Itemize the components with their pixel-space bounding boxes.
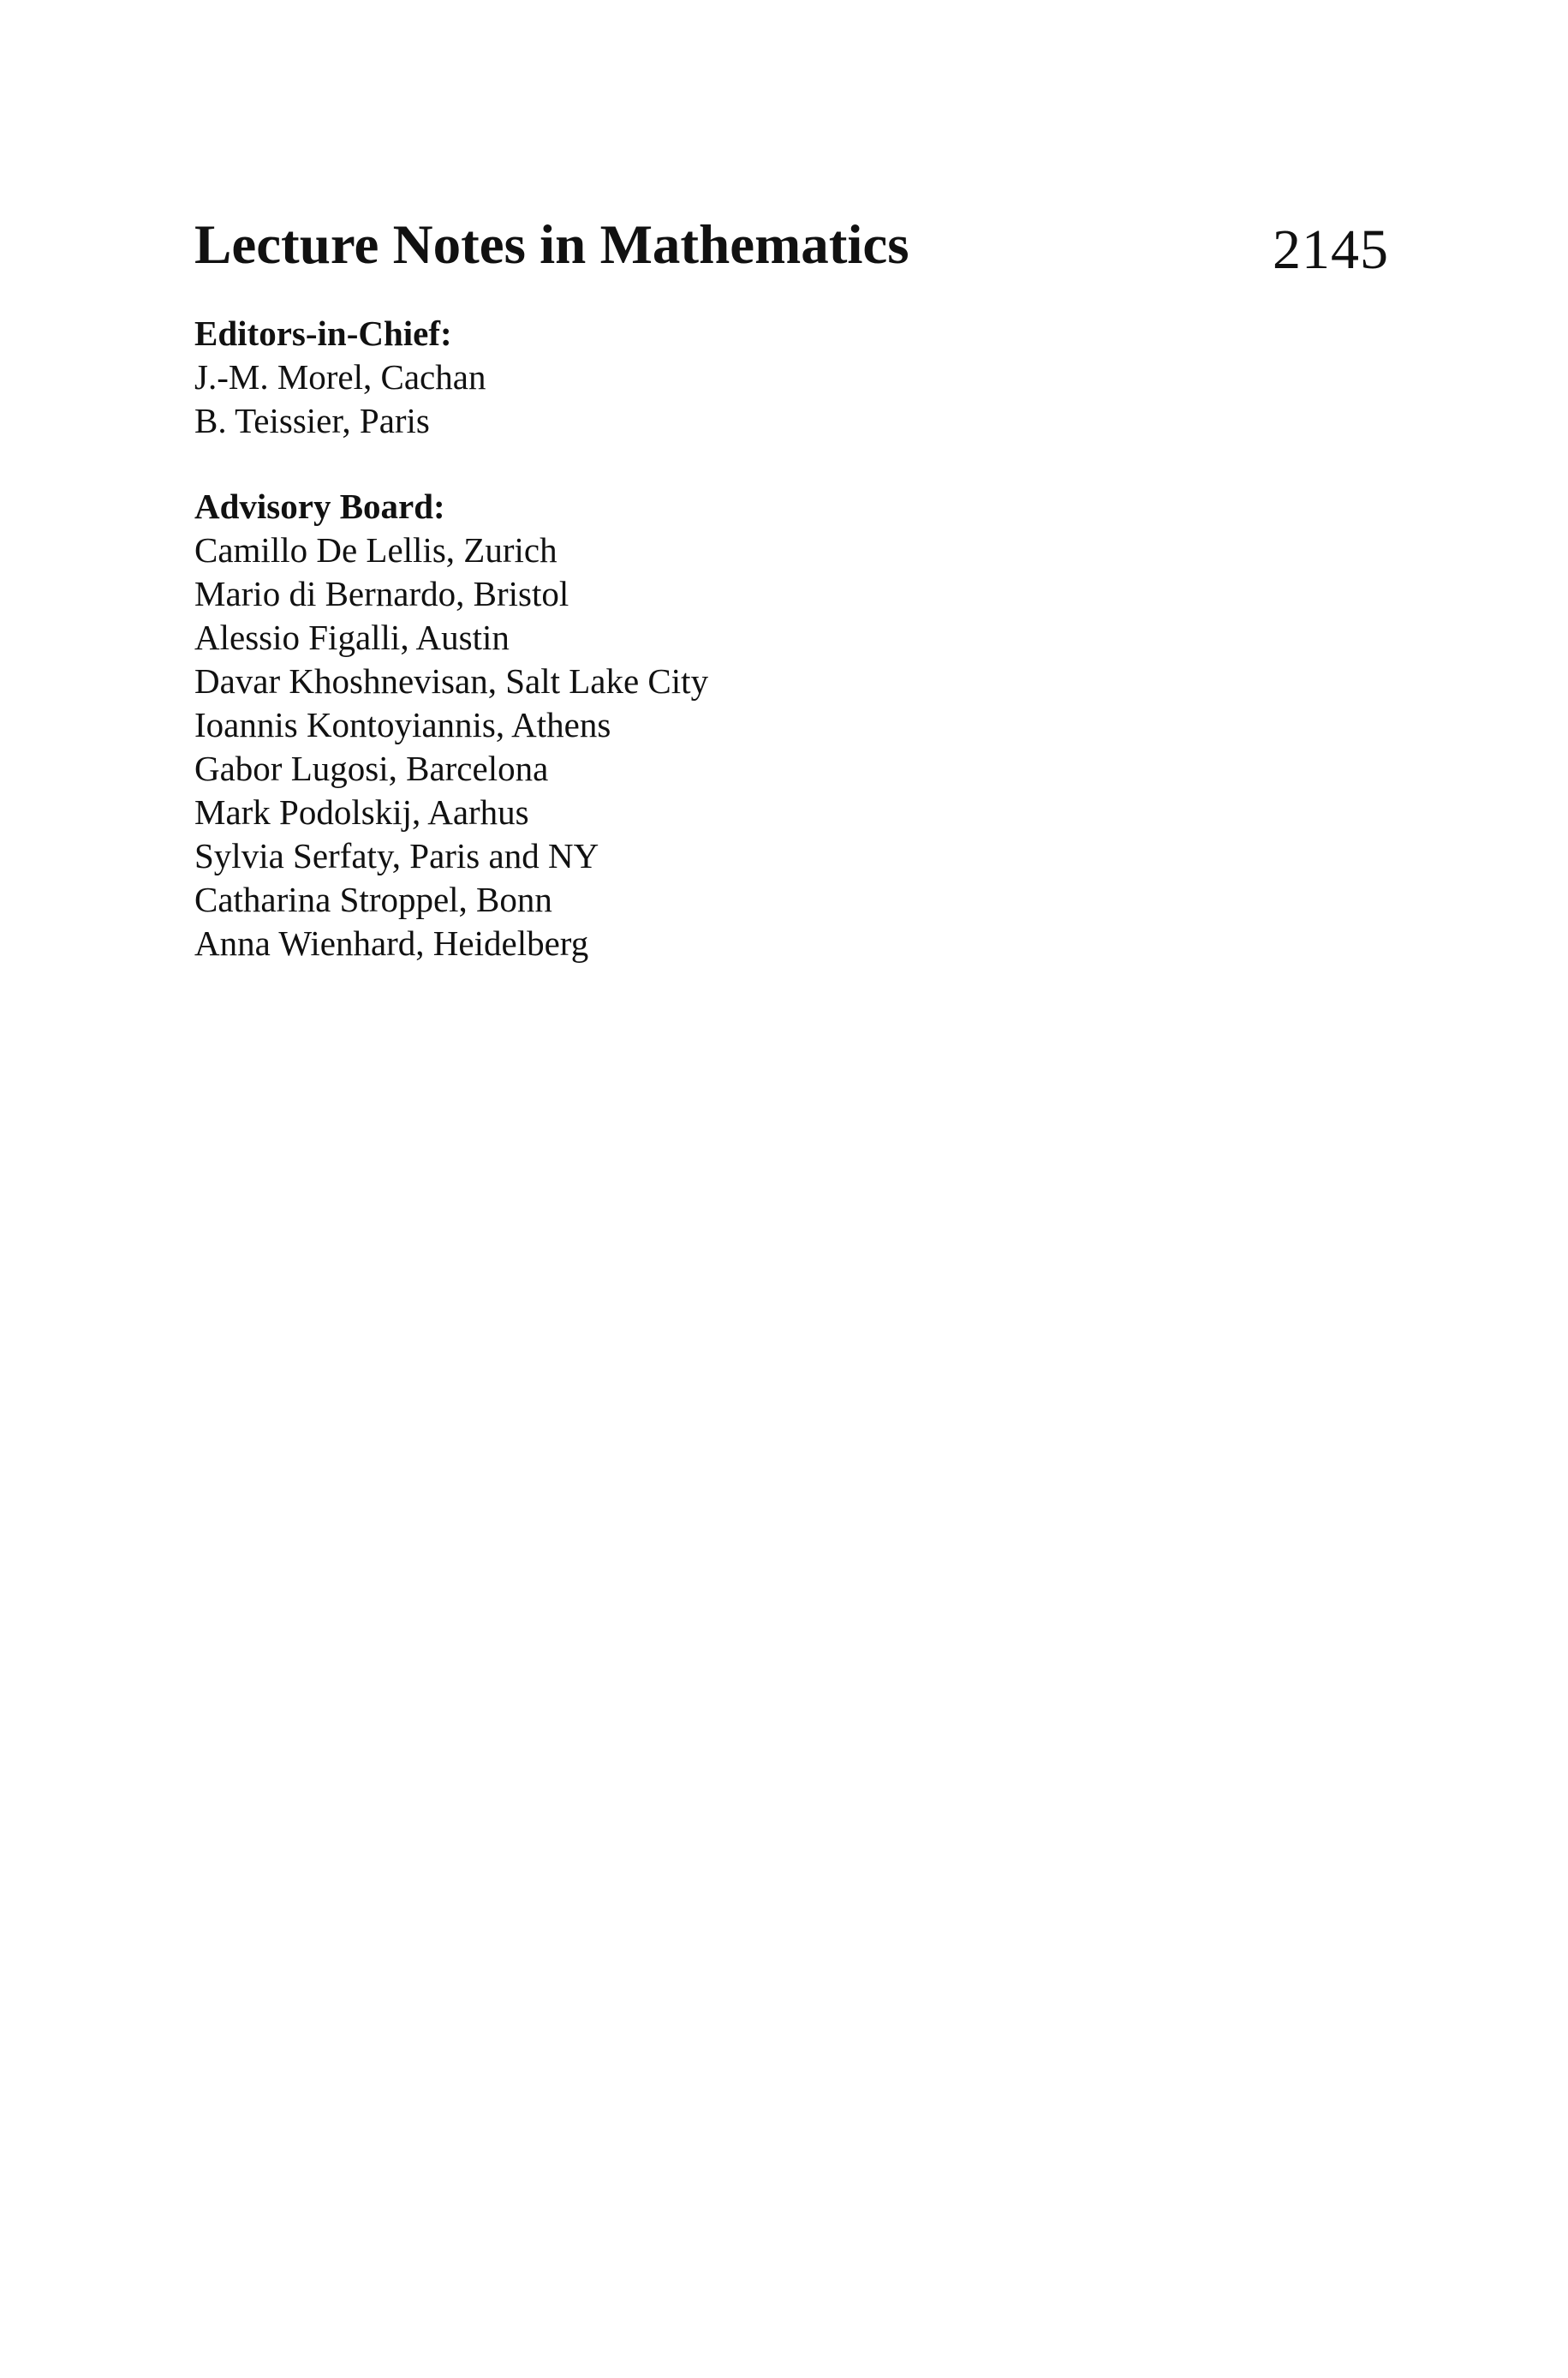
advisory-board-member: Gabor Lugosi, Barcelona [194,749,549,788]
advisory-board-section [194,485,1136,965]
editor-in-chief-name: J.-M. Morel, Cachan [194,357,486,397]
advisory-board-member: Mark Podolskij, Aarhus [194,792,529,832]
advisory-board-member: Davar Khoshnevisan, Salt Lake City [194,661,709,701]
advisory-board-member: Sylvia Serfaty, Paris and NY [194,836,599,875]
advisory-board-member: Anna Wienhard, Heidelberg [194,923,589,963]
advisory-board-member: Ioannis Kontoyiannis, Athens [194,705,611,744]
editors-in-chief-heading: Editors-in-Chief: [194,314,452,353]
section-spacer [194,443,1136,485]
volume-number: 2145 [1273,218,1389,281]
advisory-board-member: Camillo De Lellis, Zurich [194,530,557,570]
advisory-board-member: Mario di Bernardo, Bristol [194,574,569,613]
advisory-board-heading: Advisory Board: [194,487,445,526]
series-title: Lecture Notes in Mathematics [194,214,909,276]
series-header [194,202,1389,288]
editor-in-chief-name: B. Teissier, Paris [194,401,430,440]
advisory-board-member: Alessio Figalli, Austin [194,618,510,657]
advisory-board-member: Catharina Stroppel, Bonn [194,880,552,919]
editorial-board [194,312,1136,965]
editors-in-chief-section [194,312,1136,443]
